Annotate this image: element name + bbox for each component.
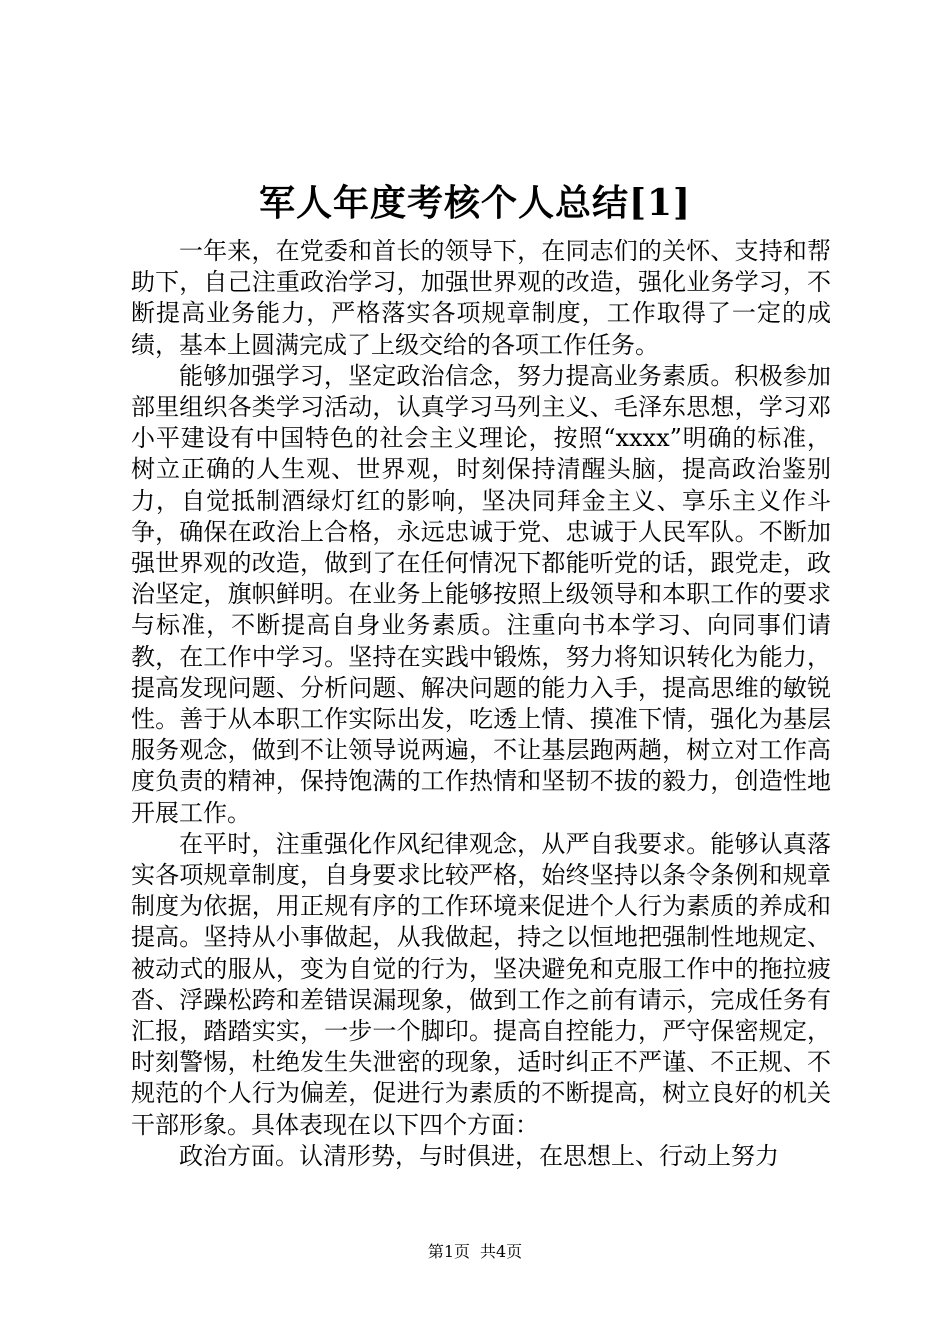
page-total: 共4页 [480,1242,523,1261]
paragraph: 能够加强学习，坚定政治信念，努力提高业务素质。积极参加部里组织各类学习活动，认真学习马列主义、毛泽东思想，学习邓小平建设有中国特色的社会主义理论，按照“xxxx”明确的标准，树立正确的人生观、世界观，时刻保持清醒头脑，提高政治鉴别力，自觉抵制酒绿灯红的影响，坚决同拜金主义、享乐主义作斗争，确保在政治上合格，永远忠诚于党、忠诚于人民军队。不断加强世界观的改造，做到了在任何情况下都能听党的话，跟党走，政治坚定，旗帜鲜明。在业务上能够按照上级领导和本职工作的要求与标准，不断提高自身业务素质。注重向书本学习、向同事们请教，在工作中学习。坚持在实践中锻炼，努力将知识转化为能力，提高发现问题、分析问题、解决问题的能力入手，提高思维的敏锐性。善于从本职工作实际出发，吃透上情、摸准下情，强化为基层服务观念，做到不让领导说两遍，不让基层跑两趟，树立对工作高度负责的精神，保持饱满的工作热情和坚韧不拔的毅力，创造性地开展工作。 [131,361,831,827]
document-body [131,236,831,1172]
paragraph: 一年来，在党委和首长的领导下，在同志们的关怀、支持和帮助下，自己注重政治学习，加强世界观的改造，强化业务学习，不断提高业务能力，严格落实各项规章制度，工作取得了一定的成绩，基本上圆满完成了上级交给的各项工作任务。 [131,237,831,359]
document-title: 军人年度考核个人总结[1] [258,182,692,224]
paragraph: 政治方面。认清形势，与时俱进，在思想上、行动上努力 [179,1141,779,1170]
paragraph: 在平时，注重强化作风纪律观念，从严自我要求。能够认真落实各项规章制度，自身要求比较严格，始终坚持以条令条例和规章制度为依据，用正规有序的工作环境来促进个人行为素质的养成和提高。坚持从小事做起，从我做起，持之以恒地把强制性地规定、被动式的服从，变为自觉的行为，坚决避免和克服工作中的拖拉疲沓、浮躁松跨和差错误漏现象，做到工作之前有请示，完成任务有汇报，踏踏实实，一步一个脚印。提高自控能力，严守保密规定，时刻警惕，杜绝发生失泄密的现象，适时纠正不严谨、不正规、不规范的个人行为偏差，促进行为素质的不断提高，树立良好的机关干部形象。具体表现在以下四个方面： [131,829,831,1139]
page-number: 第1页 [427,1242,470,1261]
page-footer [0,1240,950,1264]
